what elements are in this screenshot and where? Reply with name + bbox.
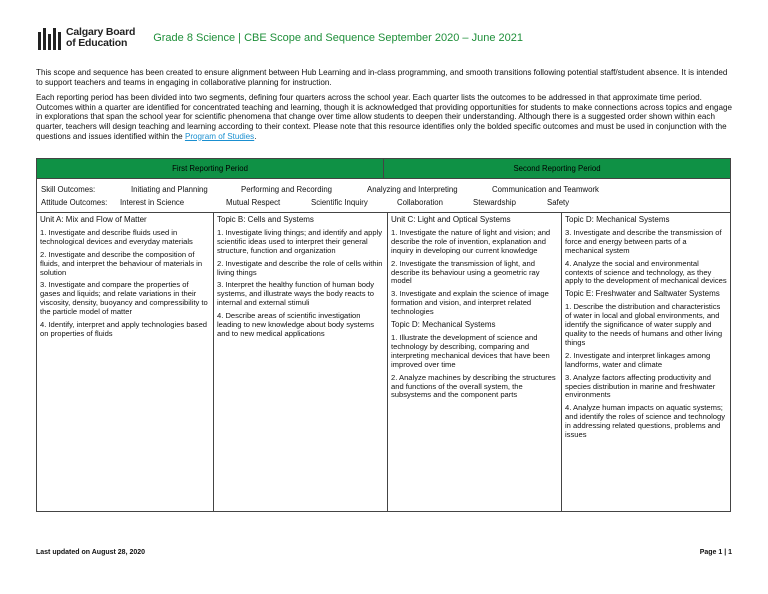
skill-item: Initiating and Planning [131,185,208,194]
outcome-item: 3. Investigate and describe the transmission of force and energy between parts of a mechanical system [565,227,722,255]
intro-paragraph-2: Each reporting period has been divided into two segments, defining four quarters across the school year. Each quarter lists the outcomes to be addressed in that approximate time period. Outcomes within a quarter are identified for concentrated teaching and learning, though it is acknowledged that providing opportunities for students to make connections across topics and engage in explorations that span the school year for scientific phenomena that change over time allow students to deepen their understanding. Although there is a suggested order shown within each quarter, teachers will design teaching and learning according to their context. Please note that this resource identifies only the bolded specific outcomes and must be used in conjunction with the questions and issues identified within the Program of Studies. [36,93,733,141]
cbe-logo [36,26,135,50]
outcome-item: 3. Analyze factors affecting productivity and species distribution in marine and freshwater environments [565,372,716,400]
page-number-footer: Page 1 | 1 [699,549,732,556]
outcome-item: 4. Describe areas of scientific investigation leading to new knowledge about body systems and to new medical applications [217,311,375,338]
attitude-item: Interest in Science [120,198,185,207]
second-reporting-period-header: Second Reporting Period [383,159,730,178]
outcome-item: 4. Analyze the social and environmental contexts of science and technology, as they apply to the development of mechanical devices [565,258,727,286]
skill-outcomes-row [41,183,726,196]
outcome-item: 1. Illustrate the development of science and technology by describing, comparing and interpreting mechanical devices that have been improved over time [391,332,550,369]
cbe-logo-icon [36,26,62,50]
document-title: Grade 8 Science | CBE Scope and Sequence September 2020 – June 2021 [153,32,523,44]
outcome-item: 2. Investigate and describe the role of cells within living things [217,258,383,277]
attitude-item: Mutual Respect [226,198,281,207]
unit-title: Topic E: Freshwater and Saltwater Systems [565,289,720,299]
skill-item: Communication and Teamwork [492,185,599,194]
quarter-1-column [37,213,213,511]
outcome-item: 1. Investigate the nature of light and vision; and describe the role of invention, explanation and inquiry in developing our current knowledge [391,227,551,255]
logo-line-1: Calgary Board [66,26,136,38]
quarter-3-column [387,213,561,511]
quarter-4-column [561,213,730,511]
attitude-item: Stewardship [473,198,516,207]
attitude-item: Safety [547,198,570,207]
quarter-columns [37,212,730,511]
skill-item: Performing and Recording [241,185,333,194]
outcome-item: 2. Investigate and interpret linkages among landforms, water and climate [565,350,711,369]
outcome-item: 1. Investigate and describe fluids used in technological devices and everyday materials [40,227,193,246]
unit-title: Unit C: Light and Optical Systems [391,215,511,224]
attitude-item: Collaboration [397,198,443,207]
unit-title: Topic B: Cells and Systems [217,215,314,224]
first-reporting-period-header: First Reporting Period [37,159,383,178]
program-of-studies-link[interactable]: Program of Studies [184,131,255,141]
logo-line-2: of Education [66,37,128,49]
outcome-item: 2. Investigate and describe the composition of fluids, and interpret the behaviour of materials in solution [40,249,203,277]
unit-title: Topic D: Mechanical Systems [391,320,496,330]
outcome-item: 2. Investigate the transmission of light, and describe its behaviour using a geometric ray model [391,258,540,286]
outcomes-summary-cell [37,178,730,212]
quarter-2-column [213,213,387,511]
outcome-item: 1. Investigate living things; and identify and apply scientific ideas used to interpret their general structure, function and organization [217,227,383,255]
scope-sequence-table [36,158,731,512]
outcome-item: 2. Analyze machines by describing the structures and functions of the overall system, the subsystems and the component parts [391,372,556,400]
outcome-item: 4. Analyze human impacts on aquatic systems; and identify the roles of science and technology in addressing related questions, problems and issues [565,403,725,440]
document-header [36,26,523,50]
outcome-item: 3. Investigate and explain the science of image formation and vision, and interpret related technologies [391,289,549,317]
attitude-outcomes-label: Attitude Outcomes: [41,198,108,207]
outcome-item: 4. Identify, interpret and apply technologies based on properties of fluids [40,320,208,338]
outcome-item: 3. Interpret the healthy function of human body systems, and illustrate ways the body reacts to internal and external stimuli [217,280,375,308]
intro-text [36,68,736,147]
attitude-item: Scientific Inquiry [311,198,368,207]
last-updated-footer: Last updated on August 28, 2020 [36,549,146,556]
outcome-item: 3. Investigate and compare the properties of gases and liquids; and relate variations in their viscosity, density, buoyancy and compressibility to the particle model of matter [40,280,208,317]
period-header-row [37,159,730,178]
unit-title: Topic D: Mechanical Systems [565,215,670,224]
outcome-item: 1. Describe the distribution and characteristics of water in local and global environments, and identify the significance of water supply and quality to the needs of humans and other living things [565,302,723,347]
attitude-outcomes-row [41,196,726,209]
unit-title: Unit A: Mix and Flow of Matter [40,215,147,224]
intro-paragraph-1: This scope and sequence has been created to ensure alignment between Hub Learning and in-class programming, and smooth transitions following potential staff/student absence. It is intended to support teachers and teams in engaging in collaborative planning for instruction. [36,68,728,87]
skill-outcomes-label: Skill Outcomes: [41,185,96,194]
skill-item: Analyzing and Interpreting [367,185,458,194]
